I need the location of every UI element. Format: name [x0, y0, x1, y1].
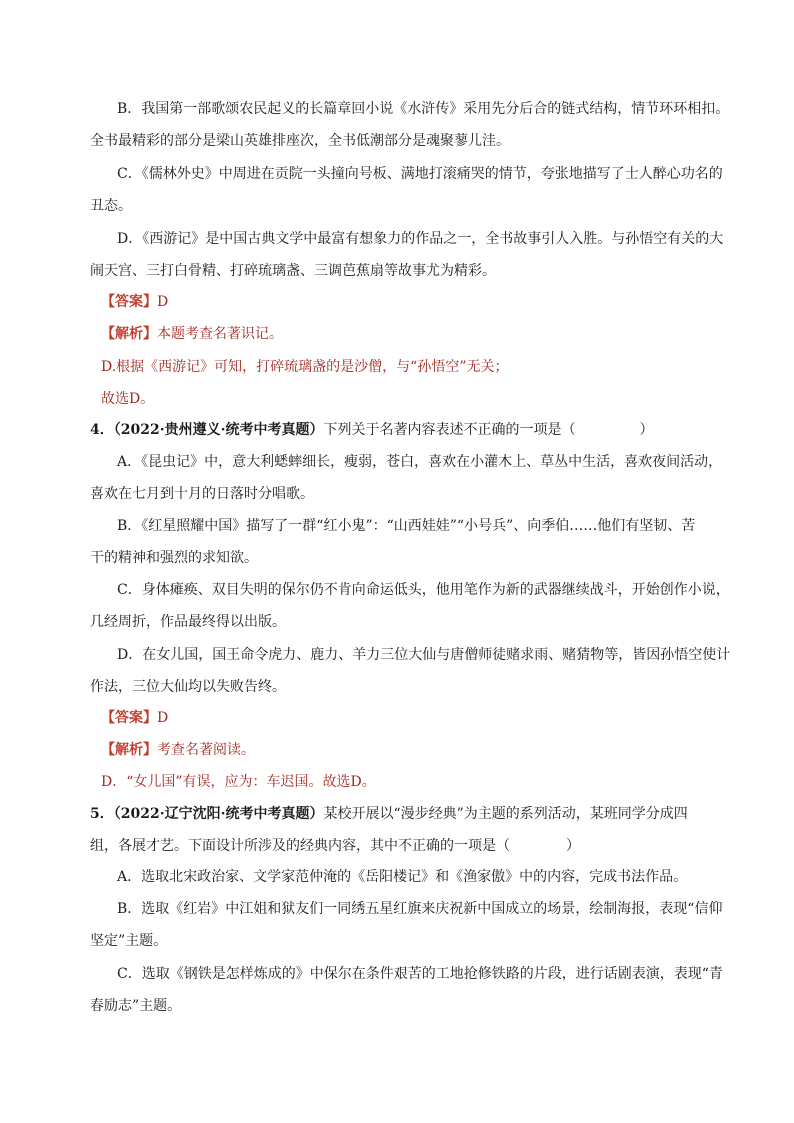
q3-option-b-line1: B．我国第一部歌颂农民起义的长篇章回小说《水浒传》采用先分后合的链式结构，情节环环相扣。	[117, 101, 730, 117]
analysis-label: 【解析】	[101, 326, 157, 342]
q3-option-d-line2: 闹天宫、三打白骨精、打碎琉璃盏、三调芭蕉扇等故事尤为精彩。	[90, 263, 496, 279]
q4-option-d-line2: 作法，三位大仙均以失败告终。	[90, 679, 286, 695]
q4-number: 4．	[90, 422, 114, 438]
q5-option-b-line1: B．选取《红岩》中江姐和狱友们一同绣五星红旗来庆祝新中国成立的场景，绘制海报，表现“信仰	[117, 901, 723, 917]
q5-stem-text: 某校开展以“漫步经典”为主题的系列活动，某班同学分成四	[323, 806, 688, 822]
q4-source: （2022·贵州遵义·统考中考真题）	[113, 422, 324, 438]
q5-option-b-line2: 坚定”主题。	[90, 933, 168, 949]
q4-option-b-line1: B．《红星照耀中国》描写了一群“红小鬼”：“山西娃娃”“小号兵”、向季伯……他们有坚韧、苦	[117, 518, 696, 534]
analysis-text: 本题考查名著识记。	[157, 326, 283, 342]
analysis-text: 考查名著阅读。	[157, 742, 255, 758]
answer-label: 【答案】	[101, 710, 157, 726]
q5-stem-line1	[90, 804, 688, 824]
q4-option-a-line2: 喜欢在七月到十月的日落时分唱歌。	[90, 486, 314, 502]
q5-option-c-line2: 春励志”主题。	[90, 998, 182, 1014]
q4-option-c-line2: 几经周折，作品最终得以出版。	[90, 614, 286, 630]
q4-stem-text: 下列关于名著内容表述不正确的一项是（	[323, 422, 576, 438]
q5-stem-line2	[90, 836, 580, 856]
q4-analysis	[101, 740, 255, 760]
q5-stem-close: ）	[566, 838, 580, 854]
q3-option-b-line2: 全书最精彩的部分是梁山英雄排座次，全书低潮部分是魂聚蓼儿洼。	[90, 133, 510, 149]
q5-number: 5．	[90, 806, 114, 822]
answer-value: D	[157, 294, 169, 310]
q4-answer	[101, 708, 168, 728]
answer-label: 【答案】	[101, 294, 157, 310]
q3-option-c-line1: C．《儒林外史》中周进在贡院一头撞向号板、满地打滚痛哭的情节，夸张地描写了士人醉心功名的	[117, 166, 723, 182]
q4-explanation-line1: D．“女儿国”有误，应为：车迟国。故选D。	[101, 774, 376, 790]
q3-analysis	[101, 324, 283, 344]
q3-option-d-line1: D．《西游记》是中国古典文学中最富有想象力的作品之一，全书故事引人入胜。与孙悟空有关的大	[117, 231, 724, 247]
q4-stem	[90, 420, 653, 440]
q5-option-c-line1: C．选取《钢铁是怎样炼成的》中保尔在条件艰苦的工地抢修铁路的片段，进行话剧表演，表现“青	[117, 966, 723, 982]
q3-explanation-line1: D.根据《西游记》可知，打碎琉璃盏的是沙僧，与“孙悟空”无关；	[101, 359, 509, 375]
q5-option-a-line1: A．选取北宋政治家、文学家范仲淹的《岳阳楼记》和《渔家傲》中的内容，完成书法作品。	[117, 869, 688, 885]
q4-option-d-line1: D．在女儿国，国王命令虎力、鹿力、羊力三位大仙与唐僧师徒赌求雨、赌猜物等，皆因孙悟空使计	[117, 647, 731, 663]
q4-option-c-line1: C．身体瘫痪、双目失明的保尔仍不肯向命运低头，他用笔作为新的武器继续战斗，开始创作小说，	[117, 582, 730, 598]
q4-option-b-line2: 干的精神和强烈的求知欲。	[90, 550, 258, 566]
q5-source: （2022·辽宁沈阳·统考中考真题）	[113, 806, 324, 822]
answer-value: D	[157, 710, 169, 726]
q5-stem-text-2: 组，各展才艺。下面设计所涉及的经典内容，其中不正确的一项是（	[90, 838, 510, 854]
q3-explanation-line2: 故选D。	[101, 391, 155, 407]
analysis-label: 【解析】	[101, 742, 157, 758]
q4-stem-close: ）	[639, 422, 654, 438]
q3-option-c-line2: 丑态。	[90, 198, 132, 214]
q3-answer	[101, 292, 168, 312]
q4-option-a-line1: A．《昆虫记》中，意大利蟋蟀细长，瘦弱，苍白，喜欢在小灌木上、草丛中生活，喜欢夜间活动，	[117, 454, 723, 470]
